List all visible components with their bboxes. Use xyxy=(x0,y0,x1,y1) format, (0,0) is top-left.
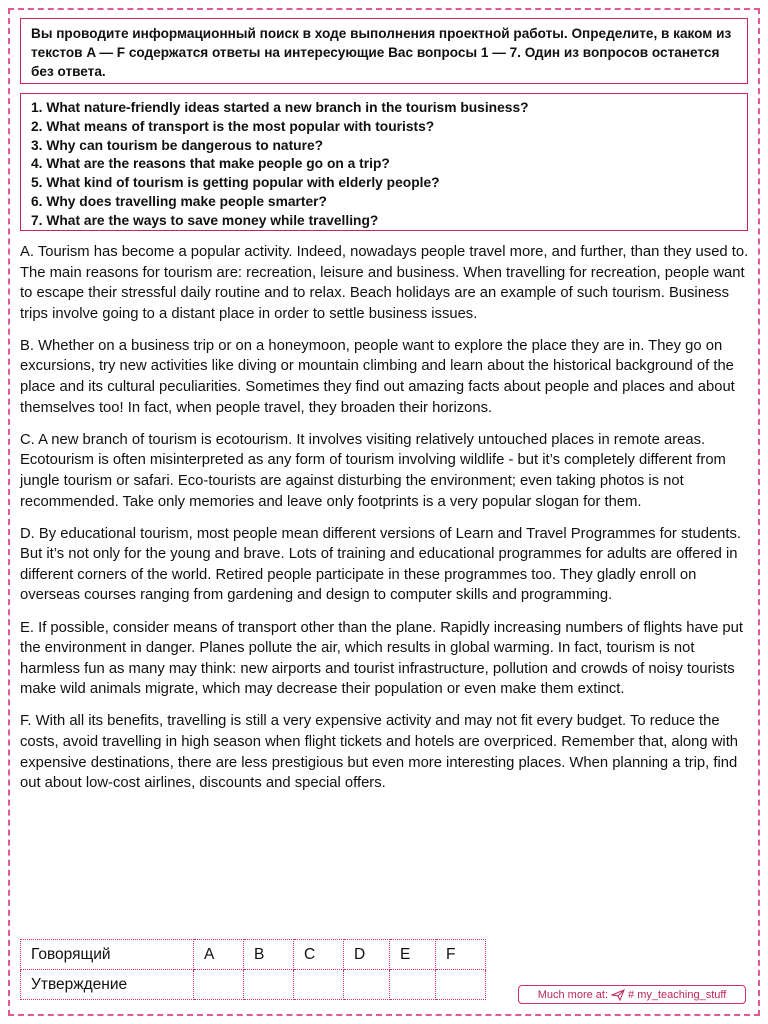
text-a: A. Tourism has become a popular activity. Indeed, nowadays people travel more, and further, than they used to. The main reasons for tourism are: recreation, leisure and business. When travelling for recreation, people want to escape their stressful daily routine and to relax. Beach holidays are an example of such tourism. Business trips involve going to a distant place in order to settle business issues. xyxy=(20,244,749,322)
question-item: 6. Why does travelling make people smarter? xyxy=(31,193,327,209)
question-item: 5. What kind of tourism is getting popular with elderly people? xyxy=(31,175,440,191)
answer-row-speaker xyxy=(21,940,486,970)
answer-table xyxy=(20,939,486,1000)
answer-row-statement xyxy=(21,970,486,1000)
letter-cell-b: B xyxy=(244,940,294,970)
letter-cell-f: F xyxy=(436,940,486,970)
question-item: 1. What nature-friendly ideas started a new branch in the tourism business? xyxy=(31,100,529,115)
text-c: C. A new branch of tourism is ecotourism. It involves visiting relatively untouched places in remote areas. Ecotourism is often misinterpreted as any form of tourism involving wildlife - but it’s completely different from jungle tourism or safari. Eco-tourists are against disturbing the environment; even taking photos is not recommended. Take only memories and leave only footprints is a very popular slogan for them. xyxy=(20,431,726,510)
questions-list xyxy=(31,99,737,231)
letter-cell-e: E xyxy=(390,940,436,970)
text-f: F. With all its benefits, travelling is still a very expensive activity and may not fit every budget. To reduce the costs, avoid travelling in high season when flight tickets and hotels are overpriced. Remember that, along with expensive destinations, there are less prestigious but even more interesting places. When planning a trip, find out about low-cost airlines, discounts and special offers. xyxy=(20,713,739,792)
paper-plane-icon xyxy=(611,989,625,1001)
answer-cell[interactable] xyxy=(244,970,294,1000)
question-item: 7. What are the ways to save money while travelling? xyxy=(31,212,379,228)
answer-cell[interactable] xyxy=(344,970,390,1000)
speaker-label: Говорящий xyxy=(21,940,194,970)
letter-cell-a: A xyxy=(194,940,244,970)
footer-handle: # my_teaching_stuff xyxy=(628,988,727,1001)
instruction-text: Вы проводите информационный поиск в ходе выполнения проектной работы. Определите, в каком из текстов A — F содержатся ответы на интересующие Вас вопросы 1 — 7. Один из вопросов останется без ответа. xyxy=(31,26,732,79)
questions-box xyxy=(20,93,748,231)
question-item: 2. What means of transport is the most popular with tourists? xyxy=(31,118,435,134)
answer-cell[interactable] xyxy=(436,970,486,1000)
text-b: B. Whether on a business trip or on a honeymoon, people want to explore the place they are in. They go on excursions, try new activities like diving or mountain climbing and learn about the historical background of the place and its cultural peculiarities. Sometimes they find out amazing facts about people and places and about themselves too! In fact, when people travel, they broaden their horizons. xyxy=(20,337,735,416)
text-e: E. If possible, consider means of transport other than the plane. Rapidly increasing numbers of flights have put the environment in danger. Planes pollute the air, which results in global warming. In fact, tourism is not harmless fun as many may think: new airports and tourist infrastructure, pollution and crowds of noisy tourists make wild animals migrate, which may decrease their population or even make them extinct. xyxy=(20,619,743,698)
footer-badge[interactable] xyxy=(518,985,746,1004)
letter-cell-d: D xyxy=(344,940,390,970)
answer-cell[interactable] xyxy=(194,970,244,1000)
answer-cell[interactable] xyxy=(294,970,344,1000)
question-item: 4. What are the reasons that make people go on a trip? xyxy=(31,156,390,172)
statement-label: Утверждение xyxy=(21,970,194,1000)
instruction-box xyxy=(20,18,748,84)
question-item: 3. Why can tourism be dangerous to nature? xyxy=(31,137,324,153)
footer-prefix: Much more at: xyxy=(537,988,609,1001)
letter-cell-c: C xyxy=(294,940,344,970)
answer-cell[interactable] xyxy=(390,970,436,1000)
texts-section xyxy=(20,242,750,805)
text-d: D. By educational tourism, most people mean different versions of Learn and Travel Programmes for students. But it’s not only for the young and brave. Lots of training and educational programmes for adults are offered in different corners of the world. Retired people participate in these programmes too. They gladly enroll on overseas courses ranging from gardening and design to computer skills and programming. xyxy=(20,525,742,604)
